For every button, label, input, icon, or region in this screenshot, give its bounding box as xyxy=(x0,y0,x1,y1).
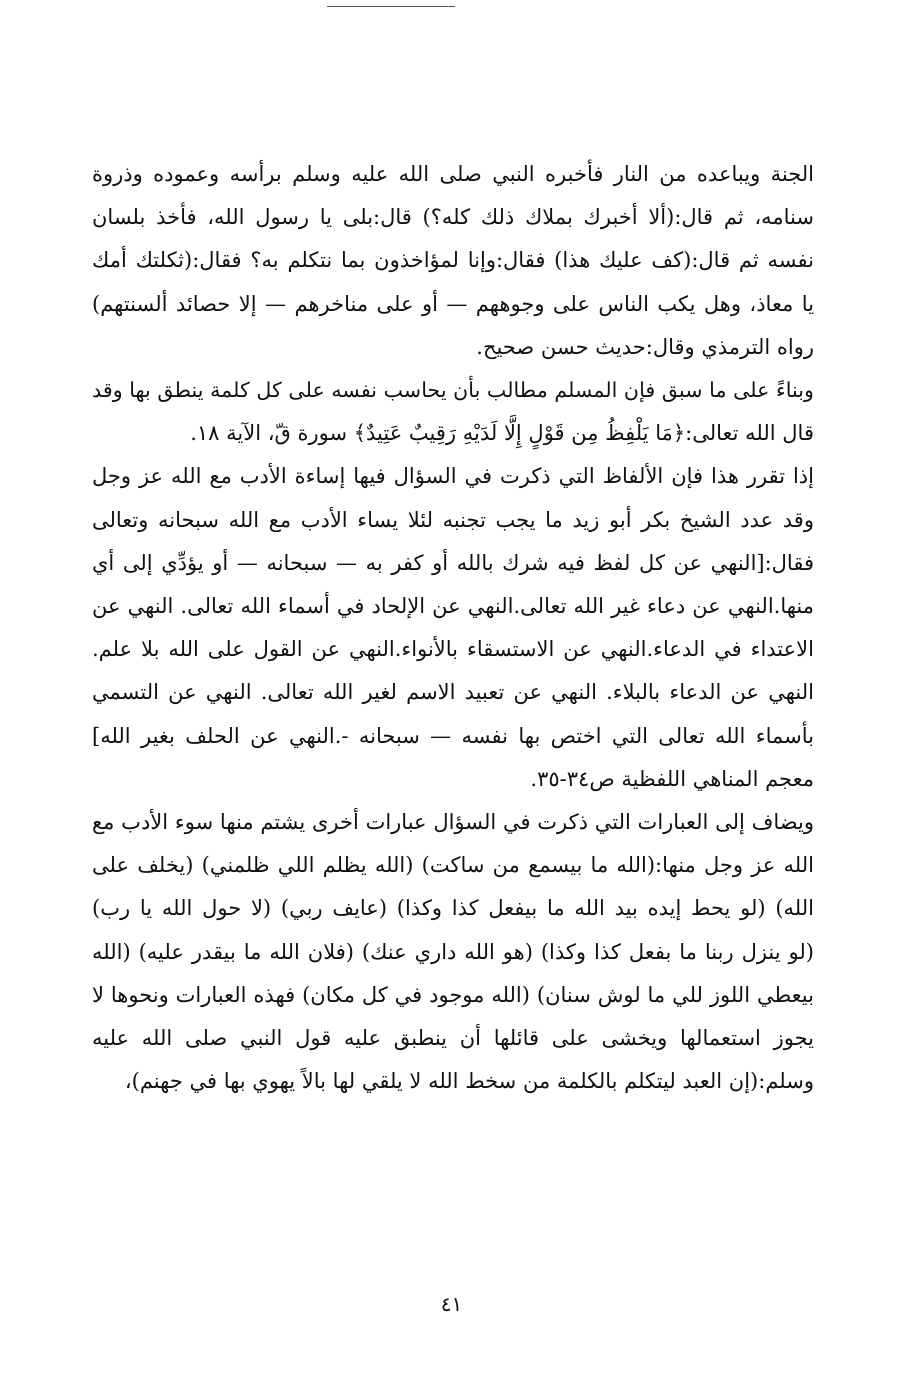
text-line: الاعتداء في الدعاء.النهي عن الاستسقاء بالأنواء.النهي عن القول على الله بلا علم. xyxy=(92,637,814,662)
quran-verse-line: قال الله تعالى:﴿مَا يَلْفِظُ مِن قَوْلٍ إِلَّا لَدَيْهِ رَقِيبٌ عَتِيدٌ﴾ سورة قّ، الآية ١٨. xyxy=(190,421,814,446)
text-line: منها.النهي عن دعاء غير الله تعالى.النهي عن الإلحاد في أسماء الله تعالى. النهي عن xyxy=(92,594,814,619)
paragraph-2 xyxy=(92,369,814,455)
text-line: وسلم:(إن العبد ليتكلم بالكلمة من سخط الله لا يلقي لها بالاً يهوي بها في جهنم)، xyxy=(124,1069,814,1094)
text-line: يجوز استعمالها ويخشى على قائلها أن ينطبق عليه قول النبي صلى الله عليه xyxy=(92,1026,814,1051)
text-line: الله) (لو يحط إيده بيد الله ما بيفعل كذا وكذا) (عايف ربي) (لا حول الله يا رب) xyxy=(92,896,814,921)
text-line: رواه الترمذي وقال:حديث حسن صحيح. xyxy=(476,334,814,359)
text-line: (لو ينزل ربنا ما بفعل كذا وكذا) (هو الله داري عنك) (فلان الله ما بيقدر عليه) (الله xyxy=(92,939,814,964)
text-line: وبناءً على ما سبق فإن المسلم مطالب بأن يحاسب نفسه على كل كلمة ينطق بها وقد xyxy=(91,378,814,403)
header-rule xyxy=(327,6,455,7)
text-line: بيعطي اللوز للي ما لوش سنان) (الله موجود في كل مكان) فهذه العبارات ونحوها لا xyxy=(92,982,814,1007)
citation-line: معجم المناهي اللفظية ص٣٤-٣٥. xyxy=(530,766,814,791)
text-line: بأسماء الله تعالى التي اختص بها نفسه — سبحانه -.النهي عن الحلف بغير الله] xyxy=(92,723,814,748)
text-line: سنامه، ثم قال:(ألا أخبرك بملاك ذلك كله؟) قال:بلى يا رسول الله، فأخذ بلسان xyxy=(92,205,814,230)
text-line: نفسه ثم قال:(كف عليك هذا) فقال:وإنا لمؤاخذون بما نتكلم به؟ فقال:(ثكلتك أمك xyxy=(92,248,814,273)
text-line: يا معاذ، وهل يكب الناس على وجوههم — أو على مناخرهم — إلا حصائد ألسنتهم) xyxy=(92,291,814,316)
text-line: الجنة ويباعده من النار فأخبره النبي صلى الله عليه وسلم برأسه وعموده وذروة xyxy=(92,162,814,186)
paragraph-1 xyxy=(92,153,814,369)
page-number: ٤١ xyxy=(440,1292,463,1316)
text-line: الله عز وجل منها:(الله ما بيسمع من ساكت) (الله يظلم اللي ظلمني) (يخلف على xyxy=(92,853,814,878)
text-line: إذا تقرر هذا فإن الألفاظ التي ذكرت في السؤال فيها إساءة الأدب مع الله عز وجل xyxy=(92,464,814,489)
text-line: النهي عن الدعاء بالبلاء. النهي عن تعبيد الاسم لغير الله تعالى. النهي عن التسمي xyxy=(92,680,814,705)
text-line: وقد عدد الشيخ بكر أبو زيد ما يجب تجنبه لئلا يساء الأدب مع الله سبحانه وتعالى xyxy=(92,507,814,532)
paragraph-3 xyxy=(92,455,814,801)
text-line: ويضاف إلى العبارات التي ذكرت في السؤال عبارات أخرى يشتم منها سوء الأدب مع xyxy=(92,810,814,835)
text-line: فقال:[النهي عن كل لفظ فيه شرك بالله أو كفر به — سبحانه — أو يؤدِّي إلى أي xyxy=(92,550,814,575)
body-text xyxy=(92,153,814,1103)
paragraph-4 xyxy=(92,801,814,1103)
